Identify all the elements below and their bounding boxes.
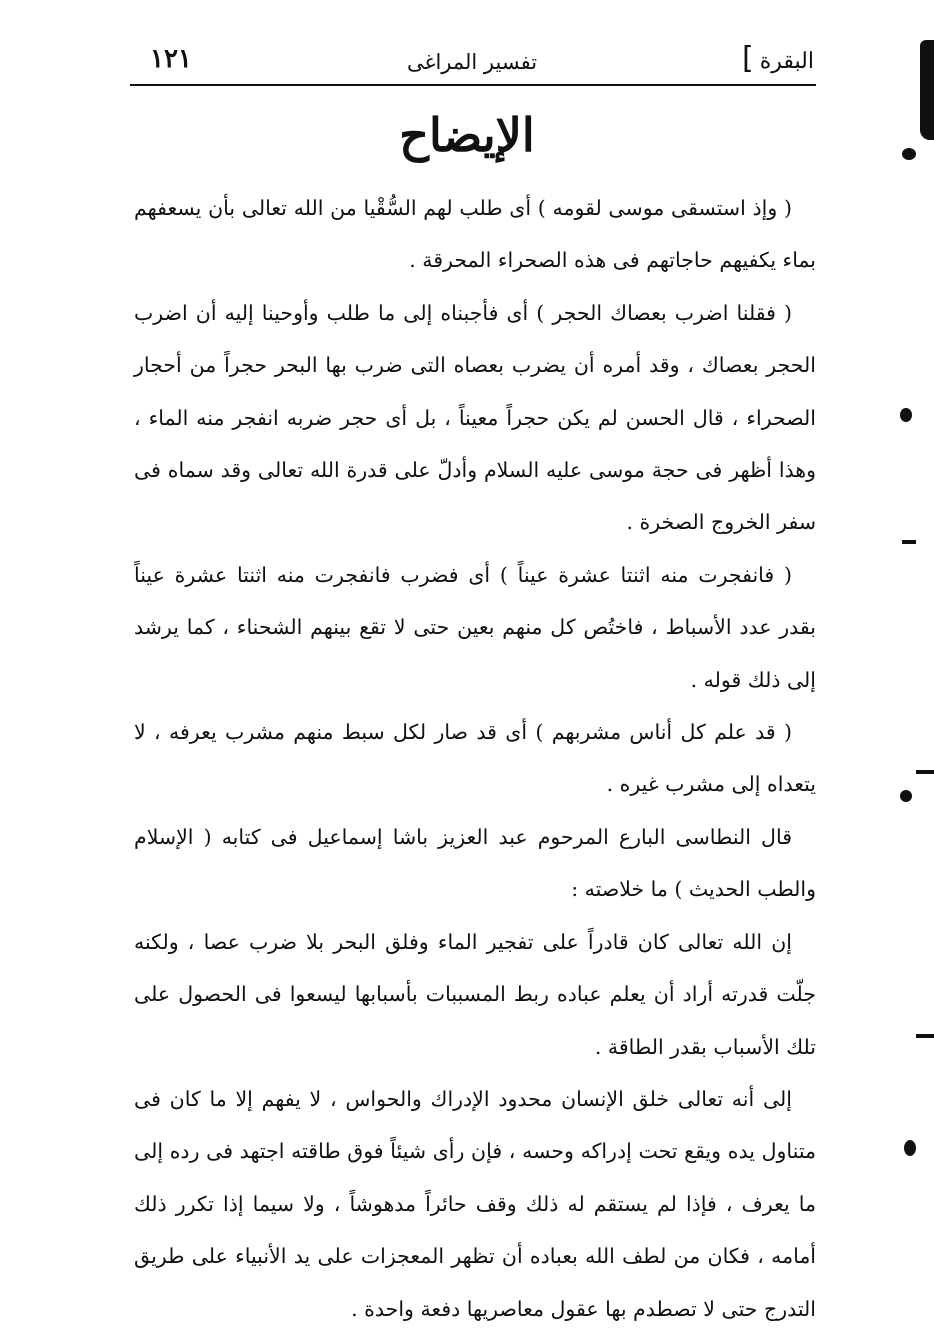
scan-mark <box>916 770 934 774</box>
body-text <box>134 182 816 1335</box>
paragraph: قال النطاسى البارع المرحوم عبد العزيز باشا إسماعيل فى كتابه ( الإسلام والطب الحديث ) ما خلاصته : <box>134 824 816 902</box>
paragraph: ( قد علم كل أناس مشربهم ) أى قد صار لكل سبط منهم مشرب يعرفه ، لا يتعداه إلى مشرب غيره . <box>134 720 816 797</box>
chapter-name: البقرة <box>759 48 814 74</box>
header-bracket: ] <box>742 41 754 76</box>
chapter-label <box>742 41 814 76</box>
scan-mark <box>902 148 916 160</box>
running-header <box>130 42 814 90</box>
book-title: تفسير المراغى <box>406 50 538 74</box>
scan-mark <box>900 408 912 422</box>
paragraph: ( فانفجرت منه اثنتا عشرة عيناً ) أى فضرب فانفجرت منه اثنتا عشرة عيناً بقدر عدد الأسباط ، فاختُص كل منهم بعين حتى لا تقع بينهم الشحناء ، كما يرشد إلى ذلك قوله . <box>134 562 816 692</box>
scan-mark <box>920 40 934 140</box>
paragraph: ( وإذ استسقى موسى لقومه ) أى طلب لهم السُّقْيا من الله تعالى بأن يسعفهم بماء يكفيهم حاجاتهم فى هذه الصحراء المحرقة . <box>134 196 816 273</box>
page-number: ١٢١ <box>150 44 192 74</box>
header-divider <box>130 84 816 86</box>
scan-mark <box>900 790 912 802</box>
paragraph: إلى أنه تعالى خلق الإنسان محدود الإدراك والحواس ، لا يفهم إلا ما كان فى متناول يده ويقع تحت إدراكه وحسه ، فإن رأى شيئاً فوق طاقته اجتهد فى رده إلى ما يعرف ، فإذا لم يستقم له ذلك وقف حائراً مدهوشاً ، ولا سيما إذا تكرر ذلك أمامه ، فكان من لطف الله بعباده أن تظهر المعجزات على يد الأنبياء على طريق التدرج حتى لا تصطدم بها عقول معاصريها دفعة واحدة . <box>134 1086 816 1321</box>
scan-mark <box>916 1034 934 1038</box>
paragraph: إن الله تعالى كان قادراً على تفجير الماء وفلق البحر بلا ضرب عصا ، ولكنه جلّت قدرته أراد أن يعلم عباده ربط المسببات بأسبابها ليسعوا فى الحصول على تلك الأسباب بقدر الطاقة . <box>134 929 816 1059</box>
paragraph: ( فقلنا اضرب بعصاك الحجر ) أى فأجبناه إلى ما طلب وأوحينا إليه أن اضرب الحجر بعصاك ، وقد أمره أن يضرب بعصاه التى ضرب بها البحر حجراً من أحجار الصحراء ، قال الحسن لم يكن حجراً معيناً ، بل أى حجر ضربه انفجر منه الماء ، وهذا أظهر فى حجة موسى عليه السلام وأدلّ على قدرة الله تعالى وقد سماه فى سفر الخروج الصخرة . <box>134 300 816 535</box>
scan-mark <box>902 540 916 544</box>
section-title: الإيضاح <box>399 108 535 162</box>
scan-mark <box>904 1140 916 1156</box>
